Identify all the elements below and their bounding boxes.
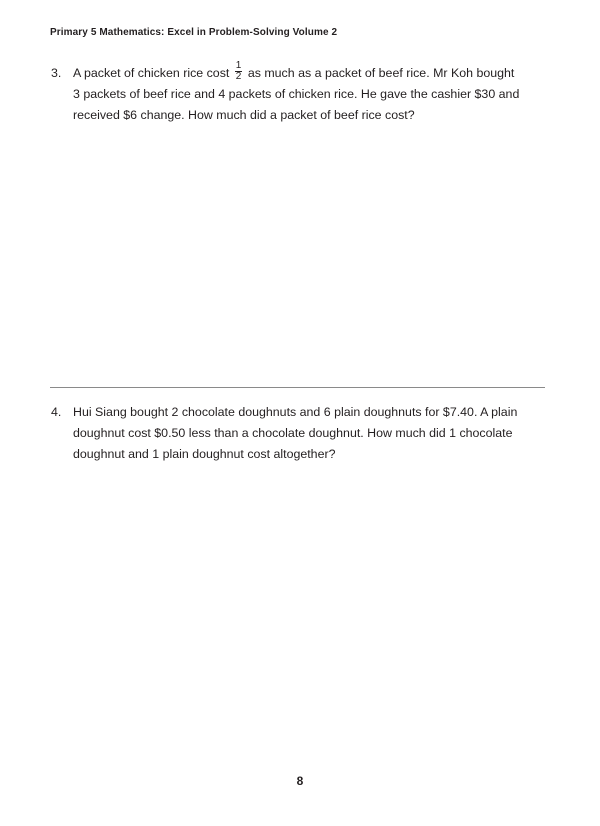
question-3-line-1: [51, 60, 551, 84]
question-3: [51, 60, 551, 126]
page-number: 8: [296, 774, 304, 788]
fraction-one-half: [235, 61, 243, 82]
question-4-line-3: doughnut and 1 plain doughnut cost altogether?: [73, 447, 336, 461]
question-4-line-1-text: Hui Siang bought 2 chocolate doughnuts and 6 plain doughnuts for $7.40. A plain: [73, 405, 518, 419]
question-3-text-after-fraction: as much as a packet of beef rice. Mr Koh bought: [247, 66, 515, 80]
question-4-number: 4.: [51, 405, 62, 419]
question-4-line-1: [51, 402, 551, 423]
question-3-line-3: received $6 change. How much did a packet of beef rice cost?: [73, 108, 415, 123]
page-header: Primary 5 Mathematics: Excel in Problem-Solving Volume 2: [50, 27, 338, 38]
question-4: [51, 402, 551, 465]
question-4-line-2: doughnut cost $0.50 less than a chocolate doughnut. How much did 1 chocolate: [73, 426, 513, 440]
section-divider: [50, 387, 545, 388]
question-3-text-before-fraction: A packet of chicken rice cost: [73, 66, 230, 80]
question-3-line-2: 3 packets of beef rice and 4 packets of chicken rice. He gave the cashier $30 and: [73, 87, 520, 102]
fraction-numerator: 1: [235, 60, 242, 72]
fraction-denominator: 2: [235, 71, 242, 83]
question-3-number: 3.: [51, 66, 62, 80]
